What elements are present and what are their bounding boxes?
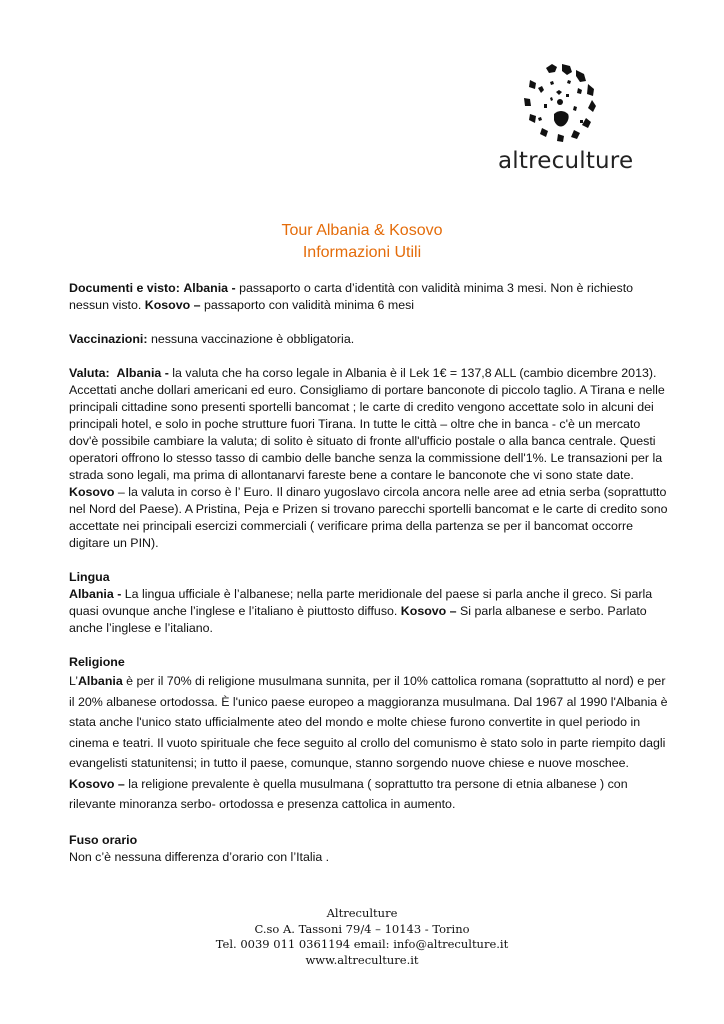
documenti-kosovo-text: passaporto con validità minima 6 mesi xyxy=(200,298,415,312)
company-logo xyxy=(494,58,634,174)
documenti-albania-label: Albania - xyxy=(183,281,236,295)
valuta-kosovo-label: Kosovo xyxy=(69,485,115,499)
fuso-heading: Fuso orario xyxy=(69,832,138,847)
page-footer xyxy=(0,906,724,968)
religione-kosovo-text: la religione prevalente è quella musulmana ( soprattutto tra persone di etnia albanese ) con rilevante minoranza serbo- ortodossa e presenza cattolica in aumento. xyxy=(69,776,628,811)
valuta-kosovo-text: – la valuta in corso è l’ Euro. Il dinaro yugoslavo circola ancora nelle aree ad etnia serba (soprattutto nel Nord del Paese). A Pristina, Peja e Prizen si trovano parecchi sportelli bancomat e le carte di credito sono accettate nei principali esercizi commerciali ( verificare prima della partenza se per il bancomat occorre digitare un PIN). xyxy=(69,485,668,550)
valuta-albania-label: Albania - xyxy=(116,366,169,380)
valuta-albania-text: la valuta che ha corso legale in Albania è il Lek 1€ = 137,8 ALL (cambio dicembre 2013). Accettati anche dollari americani ed euro. Consigliamo di portare banconote di piccolo taglio. A Tirana e nelle principali cittadine sono presenti sportelli bancomat ; le carte di credito vengono accettate solo in alcuni dei principali hotel, e solo in poche strutture fuori Tirana. In tutte le città – oltre che in banca - c'è un mercato dov'è possibile cambiare la valuta; di solito è situato di fronte all'ufficio postale o alla banca centrale. Questi operatori offrono lo stesso tasso di cambio delle banche senza la commissione dell'1%. Le transazioni per la strada sono legali, ma prima di allontanarvi fareste bene a contare le banconote che vi sono state date. xyxy=(69,366,665,482)
section-documenti xyxy=(69,280,669,314)
document-body xyxy=(69,280,669,866)
religione-kosovo-label: Kosovo – xyxy=(69,776,125,791)
document-title xyxy=(0,220,724,264)
title-line-1: Tour Albania & Kosovo xyxy=(281,222,443,239)
section-vaccinazioni xyxy=(69,331,669,348)
africa-animals-circle-icon xyxy=(516,58,604,146)
religione-albania-text: è per il 70% di religione musulmana sunnita, per il 10% cattolica romana (soprattutto al nord) e per il 20% albanese ortodossa. È l'unico paese europeo a maggioranza musulmana. Dal 1967 al 1990 l'Albania è stata anche l'unico stato ufficialmente ateo del mondo e molte chiese furono convertite in quel periodo in cinema e teatri. Il vuoto spirituale che fece seguito al crollo del comunismo è stato solo in parte riempito dagli evangelisti statunitensi; in tutto il paese, comunque, stanno sorgendo nuove chiese e nuove moschee. xyxy=(69,674,668,770)
footer-company: Altreculture xyxy=(326,906,398,920)
documenti-kosovo-label: Kosovo – xyxy=(144,298,201,312)
religione-albania-label: Albania xyxy=(77,674,123,688)
religione-prefix: L’ xyxy=(69,674,78,688)
footer-address: C.so A. Tassoni 79/4 – 10143 - Torino xyxy=(254,921,470,936)
valuta-heading: Valuta: xyxy=(69,366,110,380)
fuso-text: Non c’è nessuna differenza d’orario con l’Italia . xyxy=(69,849,330,864)
lingua-albania-label: Albania - xyxy=(69,587,122,601)
section-religione xyxy=(69,671,669,815)
documenti-albania-text: passaporto o carta d’identità con validità minima 3 mesi. Non è richiesto nessun visto. xyxy=(69,281,634,312)
section-lingua xyxy=(69,586,669,637)
footer-contacts: Tel. 0039 011 0361194 email: info@altreculture.it xyxy=(215,937,509,951)
footer-website[interactable]: www.altreculture.it xyxy=(305,952,419,967)
lingua-kosovo-text: Si parla albanese e serbo. Parlato anche l’inglese e l’italiano. xyxy=(69,604,647,635)
lingua-albania-text: La lingua ufficiale è l’albanese; nella parte meridionale del paese si parla anche il greco. Si parla quasi ovunque anche l’inglese e l’italiano è piuttosto diffuso. xyxy=(69,587,653,618)
logo-wordmark: altreculture xyxy=(498,148,634,174)
title-line-2: Informazioni Utili xyxy=(302,244,422,261)
vaccinazioni-text: nessuna vaccinazione è obbligatoria. xyxy=(147,332,355,346)
lingua-heading: Lingua xyxy=(69,570,110,584)
documenti-heading: Documenti e visto: xyxy=(69,281,180,295)
section-valuta xyxy=(69,365,669,552)
vaccinazioni-heading: Vaccinazioni: xyxy=(69,332,148,346)
religione-heading: Religione xyxy=(69,655,125,669)
lingua-kosovo-label: Kosovo – xyxy=(400,604,457,618)
